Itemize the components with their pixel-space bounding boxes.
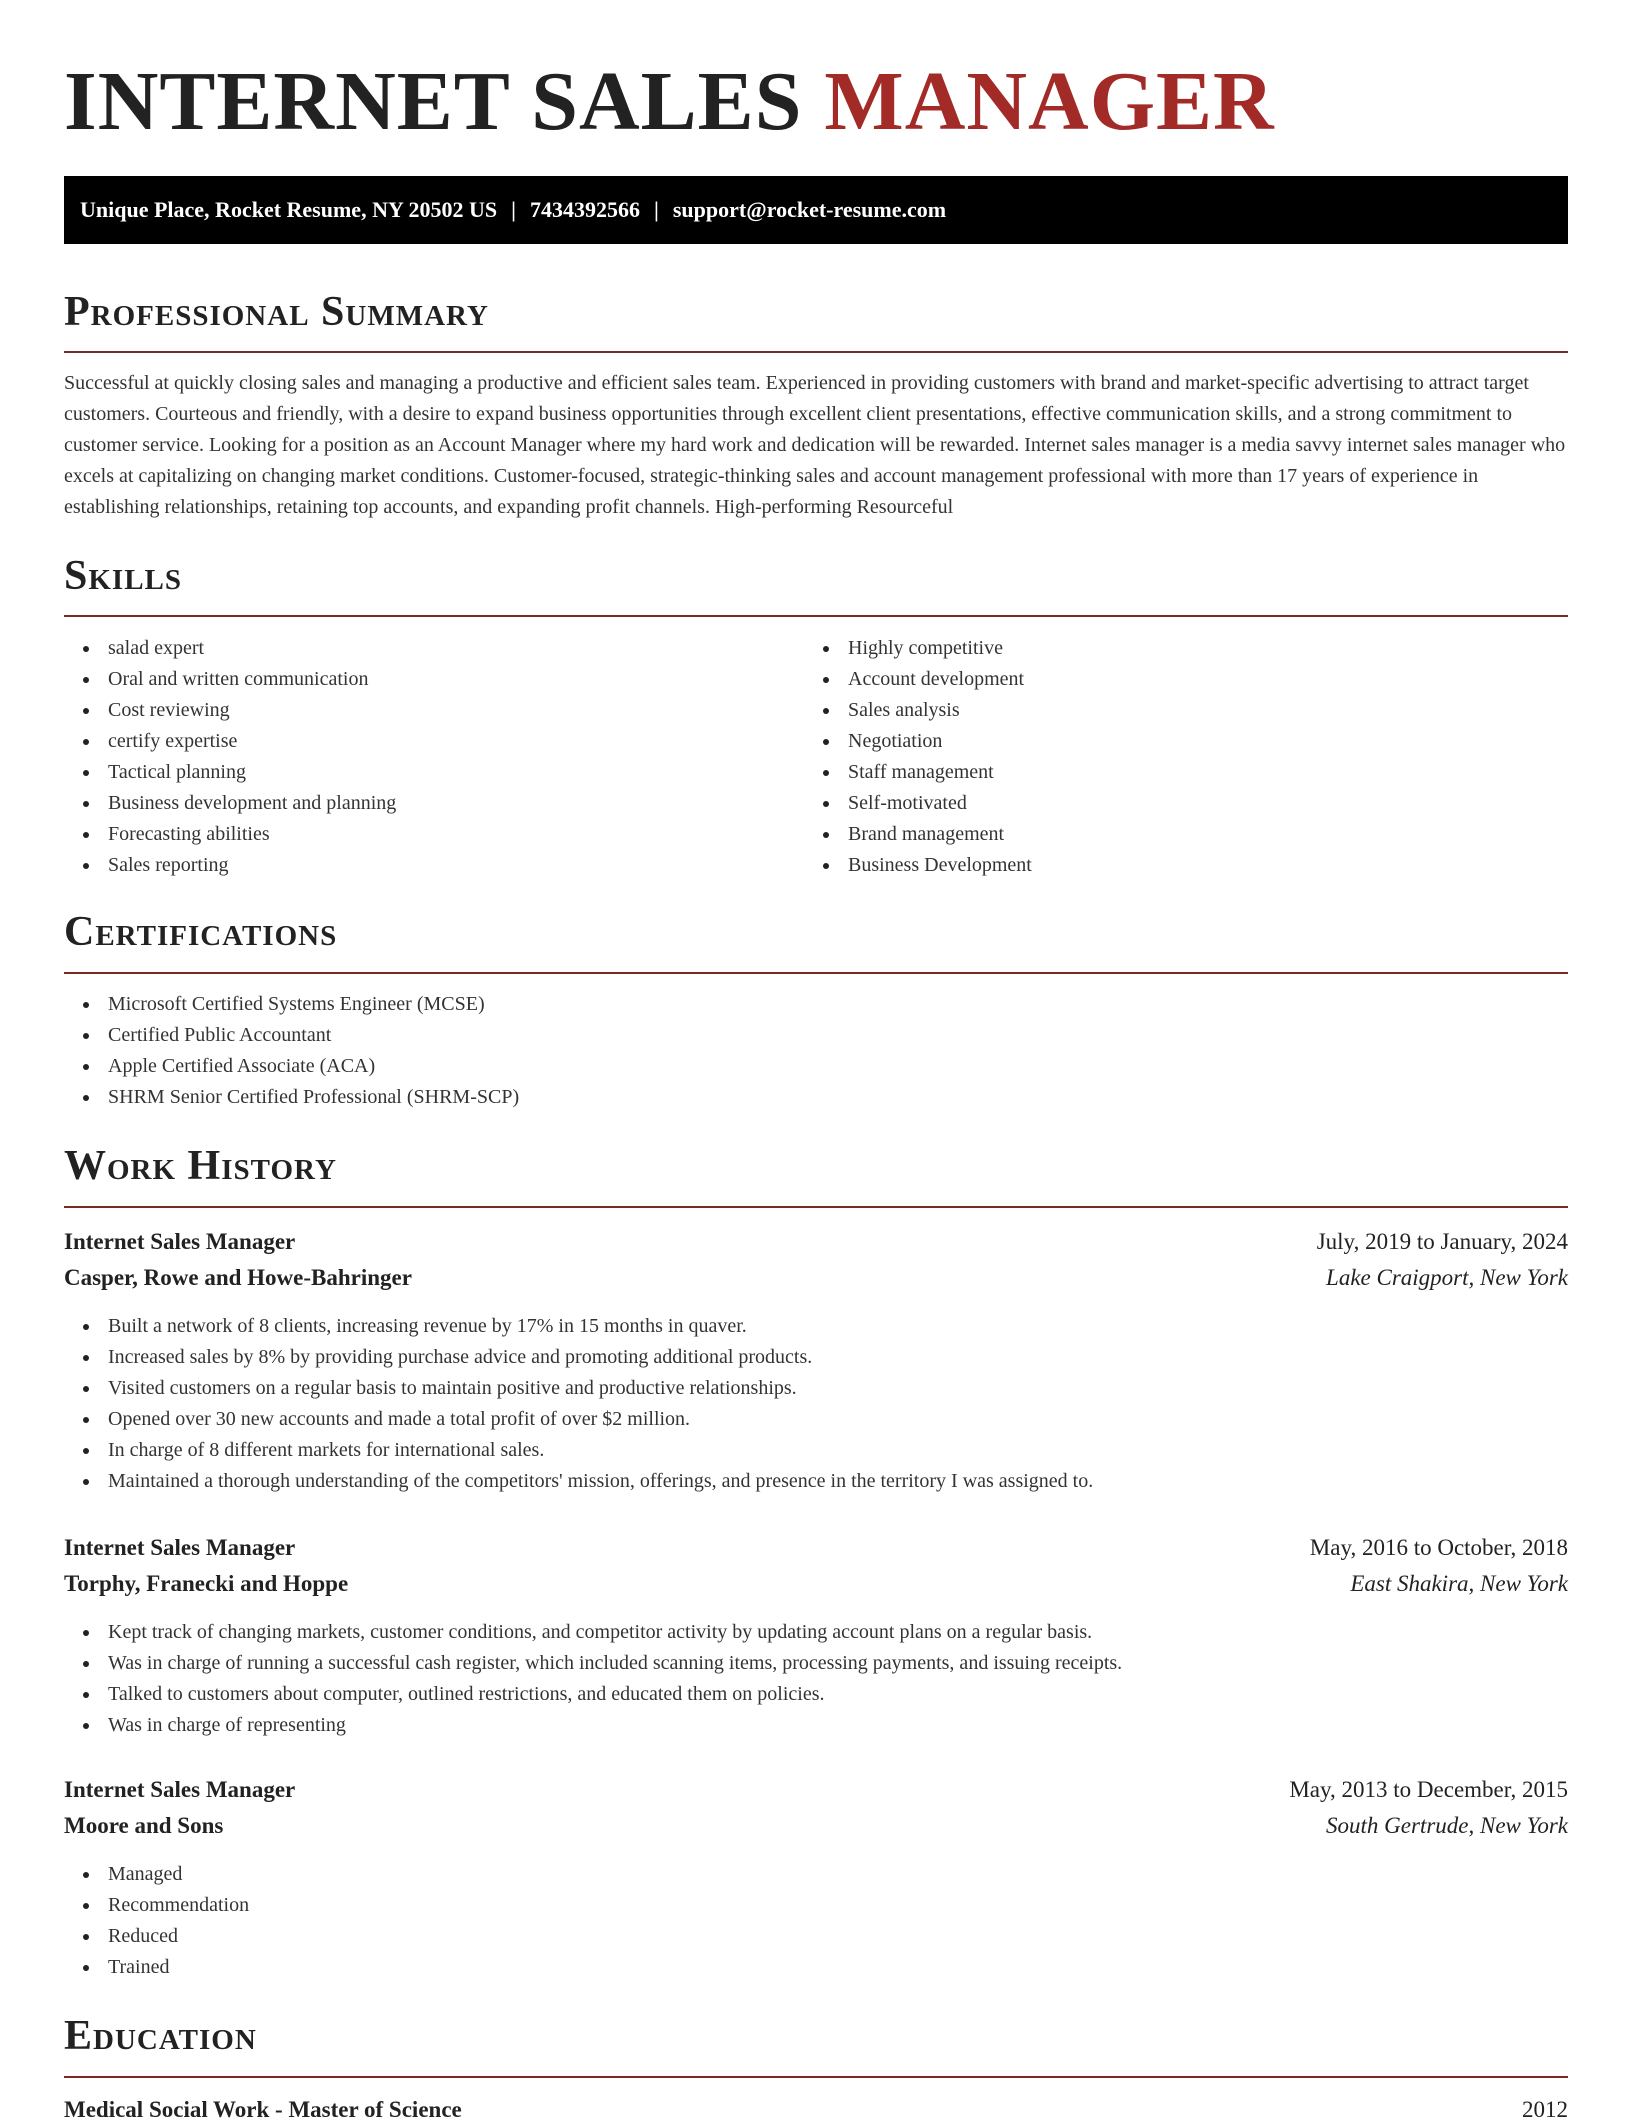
job-title-row [64, 1224, 1568, 1260]
job-dates: May, 2016 to October, 2018 [1309, 1535, 1568, 1560]
job-location: East Shakira, New York [1350, 1571, 1568, 1596]
education-section-header [64, 2008, 1568, 2078]
skill-item: Self-motivated [804, 788, 1032, 819]
skill-item: Sales analysis [804, 695, 1032, 726]
job-bullets [64, 1859, 249, 1983]
contact-separator: | [511, 197, 517, 222]
job-dates: May, 2013 to December, 2015 [1289, 1777, 1568, 1802]
certifications-list [64, 989, 519, 1113]
resume-title [64, 52, 1275, 152]
contact-bar [64, 176, 1568, 244]
job-title: Internet Sales Manager [64, 1535, 296, 1560]
contact-email[interactable]: support@rocket-resume.com [672, 197, 947, 222]
skill-item: Business development and planning [64, 788, 396, 819]
job-bullets [64, 1617, 1122, 1741]
job-company: Torphy, Franecki and Hoppe [64, 1571, 349, 1596]
job-bullet: Trained [64, 1952, 249, 1983]
job-bullet: Visited customers on a regular basis to maintain positive and productive relationships. [64, 1373, 1093, 1404]
skills-heading: Skills [64, 553, 183, 599]
job-bullet: Was in charge of representing [64, 1710, 1122, 1741]
certifications-section-header [64, 904, 1568, 974]
job-bullet: Opened over 30 new accounts and made a total profit of over $2 million. [64, 1404, 1093, 1435]
job-company: Casper, Rowe and Howe-Bahringer [64, 1265, 412, 1290]
certifications-heading: Certifications [64, 909, 338, 955]
certification-item: Microsoft Certified Systems Engineer (MCSE) [64, 989, 519, 1020]
education-year: 2012 [1522, 2097, 1568, 2122]
skill-item: Account development [804, 664, 1032, 695]
job-bullet: Increased sales by 8% by providing purchase advice and promoting additional products. [64, 1342, 1093, 1373]
job-bullet: Talked to customers about computer, outlined restrictions, and educated them on policies. [64, 1679, 1122, 1710]
skill-item: certify expertise [64, 726, 396, 757]
skills-section-header [64, 548, 1568, 617]
job-company-row [64, 1566, 1568, 1602]
skill-item: Brand management [804, 819, 1032, 850]
skill-item: Negotiation [804, 726, 1032, 757]
summary-text: Successful at quickly closing sales and managing a productive and efficient sales team. Experienced in providing customers with brand and market-specific advertising to attract target customers. Courteous and friendly, with a desire to expand business opportunities through excellent client presentations, effective communication skills, and a strong commitment to customer service. Looking for a position as an Account Manager where my hard work and dedication will be rewarded. Internet sales manager is a media savvy internet sales manager who excels at capitalizing on changing market conditions. Customer-focused, strategic-thinking sales and account management professional with more than 17 years of experience in establishing relationships, retaining top accounts, and expanding profit channels. High-performing Resourceful [64, 372, 1566, 518]
title-main: INTERNET SALES [64, 55, 803, 148]
work-section-header [64, 1138, 1568, 1208]
summary-section-header [64, 284, 1568, 353]
job-title: Internet Sales Manager [64, 1229, 296, 1254]
certification-item: SHRM Senior Certified Professional (SHRM-SCP) [64, 1082, 519, 1113]
job-location: South Gertrude, New York [1326, 1813, 1568, 1838]
contact-phone[interactable]: 7434392566 [530, 197, 641, 222]
job-location: Lake Craigport, New York [1326, 1265, 1568, 1290]
skill-item: Highly competitive [804, 633, 1032, 664]
job-bullet: Maintained a thorough understanding of the competitors' mission, offerings, and presence in the territory I was assigned to. [64, 1466, 1093, 1497]
skill-item: Tactical planning [64, 757, 396, 788]
job-dates: July, 2019 to January, 2024 [1316, 1229, 1568, 1254]
skill-item: salad expert [64, 633, 396, 664]
job-title-row [64, 1772, 1568, 1808]
education-heading: Education [64, 2013, 257, 2059]
skills-list-right [804, 633, 1032, 881]
title-accent: MANAGER [824, 55, 1275, 148]
education-row [64, 2092, 1568, 2128]
skill-item: Sales reporting [64, 850, 396, 881]
job-bullet: Recommendation [64, 1890, 249, 1921]
job-company: Moore and Sons [64, 1813, 224, 1838]
certification-item: Apple Certified Associate (ACA) [64, 1051, 519, 1082]
education-degree: Medical Social Work - Master of Science [64, 2097, 462, 2122]
skill-item: Business Development [804, 850, 1032, 881]
job-bullet: Built a network of 8 clients, increasing revenue by 17% in 15 months in quaver. [64, 1311, 1093, 1342]
skill-item: Oral and written communication [64, 664, 396, 695]
job-bullet: Kept track of changing markets, customer conditions, and competitor activity by updating account plans on a regular basis. [64, 1617, 1122, 1648]
skills-list-left [64, 633, 396, 881]
job-bullet: Reduced [64, 1921, 249, 1952]
job-bullets [64, 1311, 1093, 1497]
skill-item: Forecasting abilities [64, 819, 396, 850]
job-title-row [64, 1530, 1568, 1566]
work-heading: Work History [64, 1143, 337, 1189]
certification-item: Certified Public Accountant [64, 1020, 519, 1051]
job-company-row [64, 1808, 1568, 1844]
job-company-row [64, 1260, 1568, 1296]
skill-item: Cost reviewing [64, 695, 396, 726]
job-bullet: Was in charge of running a successful cash register, which included scanning items, processing payments, and issuing receipts. [64, 1648, 1122, 1679]
contact-separator: | [654, 197, 659, 222]
job-bullet: Managed [64, 1859, 249, 1890]
job-title: Internet Sales Manager [64, 1777, 296, 1802]
summary-heading: Professional Summary [64, 289, 489, 335]
job-bullet: In charge of 8 different markets for international sales. [64, 1435, 1093, 1466]
skill-item: Staff management [804, 757, 1032, 788]
contact-address: Unique Place, Rocket Resume, NY 20502 US [80, 197, 498, 222]
